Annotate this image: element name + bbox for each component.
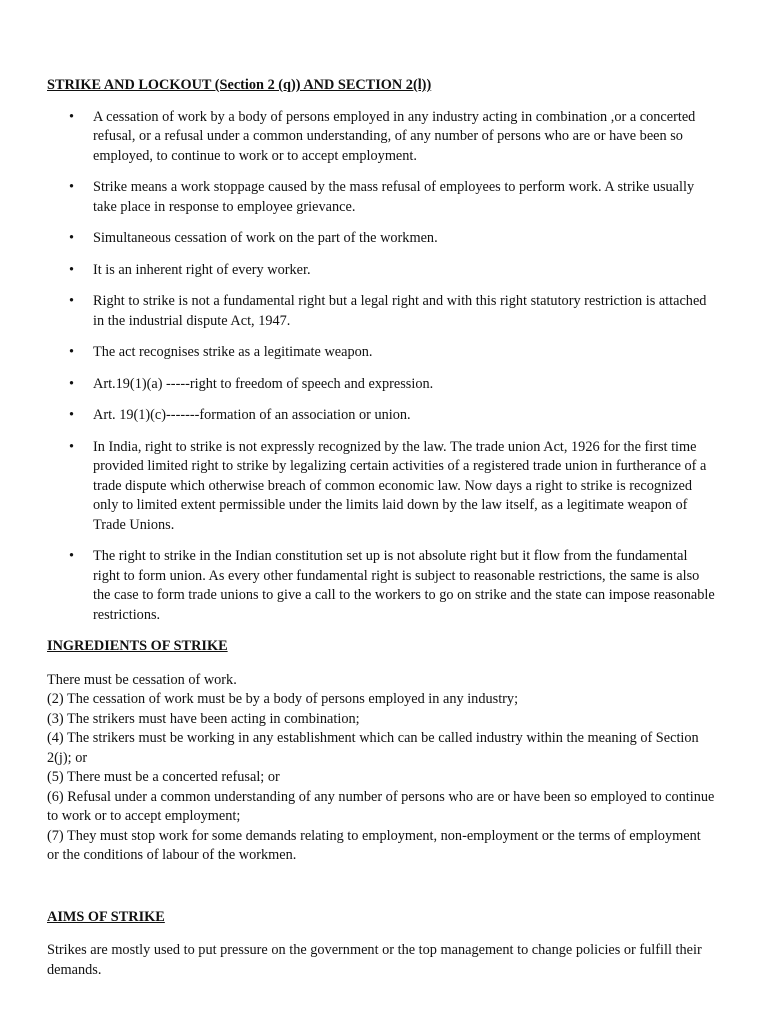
ingredient-line: (6) Refusal under a common understanding of any number of persons who are or have been so employed to continue to work or to accept employment; [47, 788, 715, 824]
strike-definition-list [47, 108, 716, 626]
bullet-item: • It is an inherent right of every worker. [47, 261, 716, 281]
bullet-item: • A cessation of work by a body of persons employed in any industry acting in combination ,or a concerted refusal, or a refusal under a common understanding, of any number of persons who are or have been so employed, to continue to work or to accept employment. [47, 108, 716, 167]
bullet-item: • Strike means a work stoppage caused by the mass refusal of employees to perform work. A strike usually take place in response to employee grievance. [47, 178, 716, 217]
bullet-item: • Right to strike is not a fundamental right but a legal right and with this right statutory restriction is attached in the industrial dispute Act, 1947. [47, 292, 716, 331]
ingredient-line: (3) The strikers must have been acting in combination; [47, 710, 360, 727]
bullet-item: • Simultaneous cessation of work on the part of the workmen. [47, 229, 716, 249]
ingredients-heading: INGREDIENTS OF STRIKE [47, 638, 228, 654]
bullet-item: • In India, right to strike is not expressly recognized by the law. The trade union Act, 1926 for the first time provided limited right to strike by legalizing certain activities of a registered trade union in furtherance of a trade dispute which otherwise breach of common economic law. Now days a right to strike is recognized only to limited extent permissible under the limits laid down by the law itself, as a legitimate weapon of Trade Unions. [47, 438, 716, 536]
bullet-item: • The right to strike in the Indian constitution set up is not absolute right but it flow from the fundamental right to form union. As every other fundamental right is subject to reasonable restrictions, the same is also the case to form trade unions to give a call to the workers to go on strike and the state can impose reasonable restrictions. [47, 547, 716, 625]
aims-paragraph: Strikes are mostly used to put pressure on the government or the top management to change policies or fulfill their demands. [47, 942, 702, 978]
ingredient-line: (2) The cessation of work must be by a body of persons employed in any industry; [47, 691, 519, 707]
ingredient-line: (7) They must stop work for some demands relating to employment, non-employment or the terms of employment or the conditions of labour of the workmen. [47, 827, 701, 863]
ingredient-line: (5) There must be a concerted refusal; or [47, 769, 280, 785]
bullet-item: • The act recognises strike as a legitimate weapon. [47, 343, 716, 363]
bullet-item: • Art. 19(1)(c)-------formation of an association or union. [47, 406, 716, 426]
ingredient-line: There must be cessation of work. [47, 671, 237, 688]
ingredient-line: (4) The strikers must be working in any establishment which can be called industry within the meaning of Section 2(j); or [47, 730, 699, 766]
bullet-item: • Art.19(1)(a) -----right to freedom of speech and expression. [47, 375, 716, 395]
section-title: STRIKE AND LOCKOUT (Section 2 (q)) AND SECTION 2(l)) [47, 77, 432, 93]
aims-heading: AIMS OF STRIKE [47, 908, 165, 925]
ingredients-list [47, 671, 716, 866]
